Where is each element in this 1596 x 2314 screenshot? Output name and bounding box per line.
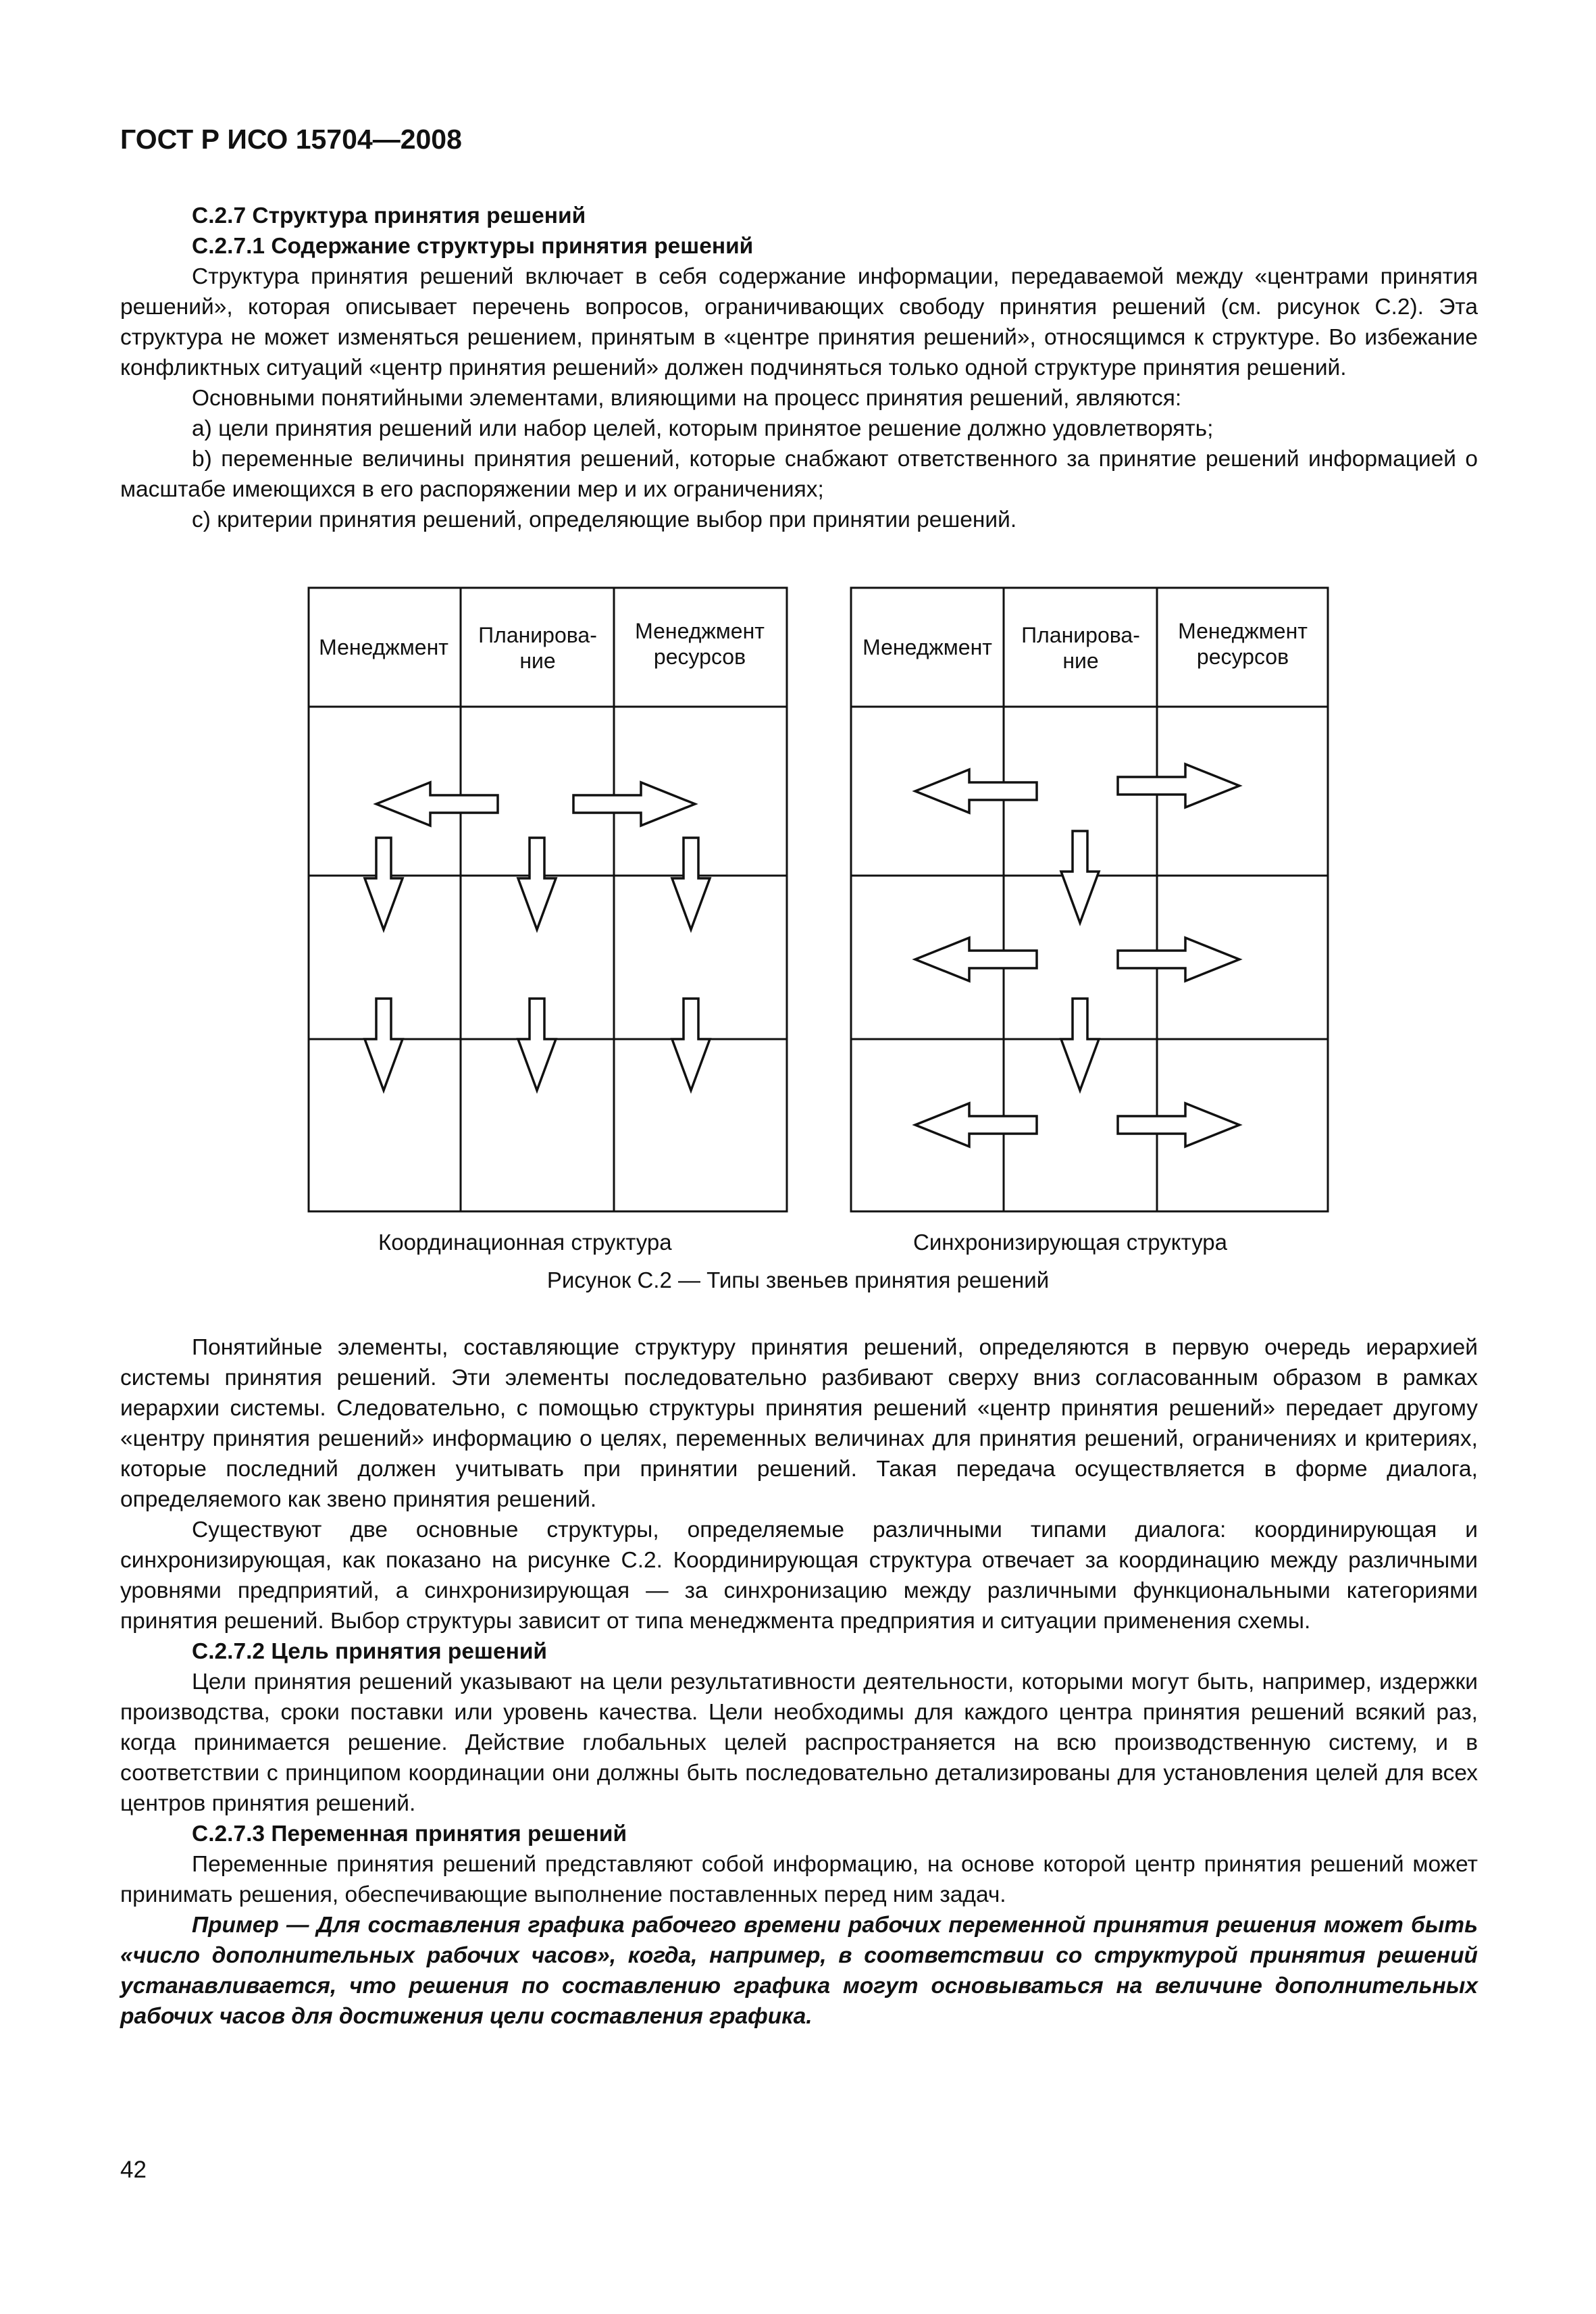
arrow-down-icon: [365, 999, 403, 1090]
left-col-resources-2: ресурсов: [653, 645, 746, 669]
left-col-planning: Планирова-: [478, 623, 597, 647]
arrow-left-icon: [915, 1103, 1037, 1147]
arrow-left-icon: [915, 938, 1037, 981]
arrow-right-icon: [1118, 764, 1239, 807]
list-item-a: а) цели принятия решений или набор целей, которым принятое решение должно удовлетворять;: [192, 416, 1214, 441]
figure-title: Рисунок С.2 — Типы звеньев принятия решений: [546, 1267, 1050, 1292]
synchronization-grid: [851, 588, 1328, 1211]
arrow-down-icon: [365, 838, 403, 930]
arrow-right-icon: [1118, 938, 1239, 981]
subsection-heading: С.2.7.3 Переменная принятия решений: [192, 1821, 627, 1846]
left-col-planning-2: ние: [519, 649, 556, 673]
arrow-down-icon: [1061, 999, 1099, 1090]
right-col-planning-2: ние: [1062, 649, 1099, 673]
arrow-right-icon: [573, 782, 695, 826]
document-header: ГОСТ Р ИСО 15704—2008: [120, 124, 462, 155]
bottom-section: [120, 1332, 1478, 2032]
arrow-down-icon: [672, 999, 710, 1090]
paragraph: Основными понятийными элементами, влияющими на процесс принятия решений, являются:: [192, 386, 1182, 411]
paragraph: Переменные принятия решений представляют собой информацию, на основе которой центр принятия решений может принимать решения, обеспечивающие выполнение поставленных перед ним задач.: [120, 1852, 1478, 1907]
right-col-resources-2: ресурсов: [1196, 645, 1289, 669]
list-item-c: с) критерии принятия решений, определяющие выбор при принятии решений.: [192, 507, 1017, 532]
arrow-left-icon: [376, 782, 498, 826]
subsection-heading: С.2.7.2 Цель принятия решений: [192, 1639, 548, 1664]
paragraph: Понятийные элементы, составляющие структуру принятия решений, определяются в первую очередь иерархией системы принятия решений. Эти элементы последовательно разбивают сверху вниз согласованным образом в рамках иерархии системы. Следовательно, с помощью структуры принятия решений «центр принятия решений» передает другому «центру принятия решений» информацию о целях, переменных величинах для принятия решений, ограничениях и критериях, которые последний должен учитывать при принятии решений. Такая передача осуществляется в форме диалога, определяемого как звено принятия решений.: [120, 1335, 1478, 1512]
list-item-b: b) переменные величины принятия решений, которые снабжают ответственного за принятие решений информацией о масштабе имеющихся в его распоряжении мер и их ограничениях;: [120, 447, 1478, 502]
coordination-grid: [309, 588, 787, 1211]
arrow-left-icon: [915, 770, 1037, 813]
arrow-down-icon: [672, 838, 710, 930]
arrow-down-icon: [518, 999, 556, 1090]
paragraph: Цели принятия решений указывают на цели результативности деятельности, которыми могут быть, например, издержки производства, сроки поставки или уровень качества. Цели необходимы для каждого центра принятия решений всякий раз, когда принимается решение. Действие глобальных целей распространяется на всю производственную систему, и в соответствии с принципом координации они должны быть последовательно детализированы для установления целей для всех центров принятия решений.: [120, 1669, 1478, 1816]
paragraph: Структура принятия решений включает в себя содержание информации, передаваемой между «центрами принятия решений», которая описывает перечень вопросов, ограничивающих свободу принятия решений (см. рисунок С.2). Эта структура не может изменяться решением, принятым в «центре принятия решений», относящимся к структуре. Во избежание конфликтных ситуаций «центр принятия решений» должен подчиняться только одной структуре принятия решений.: [120, 264, 1478, 380]
right-col-management: Менеджмент: [863, 635, 992, 659]
paragraph: Существуют две основные структуры, определяемые различными типами диалога: координирующая и синхронизирующая, как показано на рисунке С.2. Координирующая структура отвечает за координацию между различными уровнями предприятий, а синхронизирующая — за синхронизацию между различными функциональными категориями принятия решений. Выбор структуры зависит от типа менеджмента предприятия и ситуации применения схемы.: [120, 1517, 1478, 1634]
right-col-planning: Планирова-: [1021, 623, 1140, 647]
arrow-right-icon: [1118, 1103, 1239, 1147]
caption-coordination: Координационная структура: [378, 1230, 672, 1255]
arrow-down-icon: [518, 838, 556, 930]
caption-synchronization: Синхронизирующая структура: [913, 1230, 1227, 1255]
right-col-resources: Менеджмент: [1178, 619, 1308, 643]
page-number: 42: [120, 2157, 147, 2183]
example-note: Пример — Для составления графика рабочего времени рабочих переменной принятия решения может быть «число дополнительных рабочих часов», когда, например, в соответствии со структурой принятия решений устанавливается, что решения по составлению графика могут основываться на величине дополнительных рабочих часов для достижения цели составления графика.: [120, 1913, 1478, 2029]
section-heading: С.2.7 Структура принятия решений: [192, 203, 586, 228]
subsection-heading: С.2.7.1 Содержание структуры принятия решений: [192, 234, 754, 259]
arrow-down-icon: [1061, 831, 1099, 923]
left-col-resources: Менеджмент: [635, 619, 765, 643]
left-col-management: Менеджмент: [319, 635, 448, 659]
